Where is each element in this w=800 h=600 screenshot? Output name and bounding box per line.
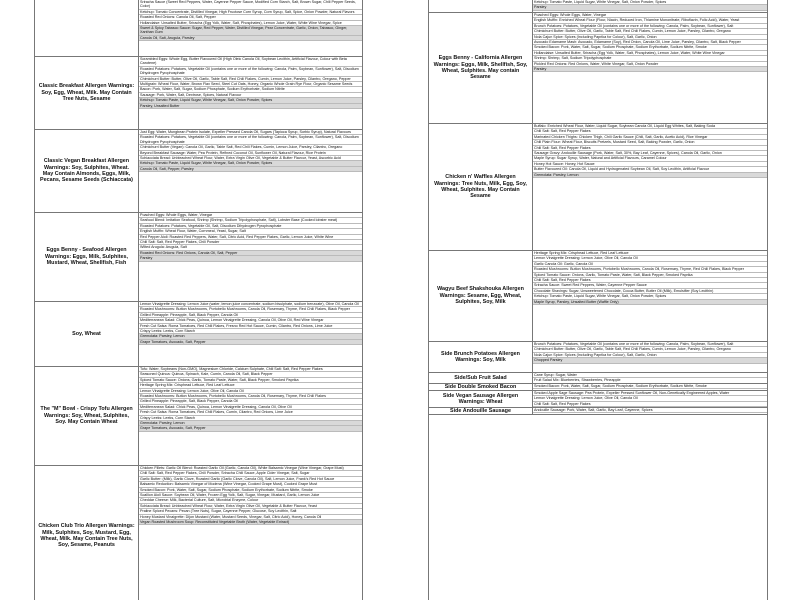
ingredients-list [139,0,362,56]
ingredient-line: Just Egg: Water, Mungbean Protein Isolate, Expeller Pressed Canola Oil, Sugars (Tapioca Syrup, Sorbic Syrup), Natural Flavours [139,130,362,135]
ingredient-line: Brunch Potatoes: Potatoes, Vegetable Oil (contains one or more of the following: Canola, Palm, Soybean, Sunflower), Salt [533,342,767,347]
left-column [34,0,363,600]
menu-item-name: Side Brunch Potatoes Allergen Warnings: Soy, Milk [429,342,533,372]
ingredient-line: Vegan Roasted Mushroom Soup: Reconstituted Vegetable Broth (Water, Vegetable Extract) [139,520,362,525]
ingredients-list [533,408,767,414]
ingredient-line: Smoked Bacon: Pork, Water, Salt, Sugar, Sodium Phosphate, Sodium Erythorbate, Sodium Nitrite, Smoke [533,384,767,389]
ingredient-line: Sriracha Sauce: Sweet Red Peppers, Water, Cayenne Pepper Sauce [533,283,767,288]
menu-item-row [35,213,362,302]
menu-item-row [35,466,362,600]
ingredient-line: Chimichurri Butter: Butter, Olive Oil, Garlic, Table Salt, Red Chili Flakes, Cumin, Lemon Juice, Parsley, Cilantro, Oregano, Pepper [139,77,362,82]
ingredient-line: Parsley [533,5,767,10]
ingredient-line: Spiced Tomato Sauce: Onions, Garlic, Tomato Paste, Water, Salt, Black Pepper, Smoked Paprika [533,273,767,278]
ingredient-line: Parsley, Unsalted Butter [139,104,362,109]
ingredient-line: Cane Syrup: Sugar, Water [533,373,767,378]
ingredient-line: Chili Salt: Salt, Red Pepper Flakes, Chili Powder [139,240,362,245]
ingredient-line: Garlic Butter: (Milk), Garlic Clove, Roasted Garlic (Garlic Clove, Canola Oil), Salt, Lemon Juice, Frank's Red Hot Sauce [139,477,362,482]
ingredient-line: Roasted Potatoes: Potatoes, Vegetable Oil (contains one or more of the following: Canola, Palm, Soybean, Sunflower), Salt, Disodium Dihydrogen Pyrophosphate [139,135,362,145]
menu-item-row [429,0,767,13]
ingredients-list [533,384,767,390]
ingredients-list [139,466,362,600]
ingredients-list [533,124,767,250]
ingredient-line: Roasted Mushrooms: Button Mushrooms, Portobello Mushrooms, Canola Oil, Rosemary, Thyme, Red Chili Flakes, Black Pepper [533,267,767,272]
ingredient-line: Chili Salt: Salt, Red Pepper Flakes [533,278,767,283]
ingredient-line: Fresh Cut Salsa: Roma Tomatoes, Red Chili Flakes, Cumin, Cilantro, Red Onions, Lime Juice [139,410,362,415]
menu-item-name: Eggs Benny - Seafood Allergen Warnings: Eggs, Milk, Sulphites, Mustard, Wheat, Shellfish, Fish [35,213,139,301]
menu-item-name: Side Double Smoked Bacon [429,384,533,390]
ingredient-line: Hollandaise: Unsalted Butter, Sriracha (Egg Yolk, Water, Salt, Phosphates), Lemon Juice, Water, White Wine Vinegar, Spice [139,21,362,26]
ingredient-line: Balsamic Reduction: Balsamic Vinegar of Modena (Wine Vinegar, Cooked Grape Must), Cooked Grape Must [139,482,362,487]
menu-item-row [35,302,362,367]
menu-item-row [429,124,767,251]
ingredient-line: Nola Cajun Spice: Spices (Including Paprika for Colour), Salt, Garlic, Onion [533,35,767,40]
ingredient-line: Canola Oil, Salt, Pepper, Parsley [139,167,362,172]
menu-item-name: The "M" Bowl - Crispy Tofu Allergen Warnings: Soy, Wheat, Sulphites, Soy. May Contain Wheat [35,367,139,465]
menu-item-name: Eggs Benny - California Allergen Warnings: Eggs, Milk, Shellfish, Soy, Wheat, Sulphites. May contain Sesame [429,13,533,123]
ingredients-list [139,57,362,129]
menu-item-name [35,0,139,56]
ingredient-line: Ketchup: Tomato Concentrate, Distilled Vinegar, High Fructose Corn Syrup, Corn Syrup, Salt, Spice, Onion Powder, Natural Flavors [139,10,362,15]
ingredient-line: Bacon: Pork, Water, Salt, Sugar, Sodium Phosphate, Sodium Erythorbate, Sodium Nitrite [139,87,362,92]
ingredient-line: Chili Plain Flour: Wheat Flour, Biscuits Pretzels, Mustard Seed, Salt, Baking Powder, Garlic, Onion [533,140,767,145]
ingredient-line: Gremolata: Parsley, Lemon [139,334,362,339]
ingredient-line: Schiacciata Bread: Unbleached Wheat Flour, Water, Extra Virgin Olive Oil, Vegetable & Butter Flavour, Yeast [139,504,362,509]
ingredient-line: Roasted Red Onions: Canola Oil, Salt, Pepper [139,15,362,20]
ingredients-list [139,302,362,366]
ingredient-line: Honey Mustard Vinaigrette: Dijon Mustard (Water, Mustard Seeds, Vinegar, Salt, Citric Acid), Honey, Canola Oil [139,515,362,520]
ingredients-list [139,213,362,301]
ingredient-line: Ketchup: Tomato Paste, Liquid Sugar, White Vinegar, Salt, Onion Powder, Spices [139,98,362,103]
menu-item-row [35,367,362,466]
ingredient-line: Mediterranean Salad: Chick Peas, Quinoa, Lemon Vinaigrette Dressing, Canola Oil, Olive Oil, Red Wine Vinegar [139,318,362,323]
menu-item-row [35,130,362,213]
ingredient-line: Honey Hot Sauce: Honey, Hot Sauce [533,162,767,167]
ingredient-line: Sausage Gravy: Andouille Sausage (Pork, Water, Salt, 30%, Bay Leaf, Cayenne, Spices), Canola Oil, Garlic, Onion [533,151,767,156]
right-column [428,0,768,600]
ingredients-list [533,251,767,341]
ingredient-line: Crispy Leeks: Leeks, Corn Starch [139,329,362,334]
ingredient-line: Ketchup: Tomato Paste, Liquid Sugar, White Vinegar, Salt, Onion Powder, Spices [533,294,767,299]
ingredient-line: Wilted Arugula: Arugula, Salt [139,245,362,250]
menu-item-row [429,373,767,384]
ingredient-line: Pickled Red Onions: Red Onions, Water, White Vinegar, Salt, Onion Powder [533,62,767,67]
ingredient-line: Chili Salt: Salt, Red Pepper Flakes, Chili Powder, Sriracha Chili Sauce, Apple Cider Vinegar, Salt, Sugar [139,471,362,476]
menu-item-row [35,0,362,57]
menu-item-name: Classic Breakfast Allergen Warnings: Soy, Egg, Wheat, Milk. May Contain Tree Nuts, Sesame [35,57,139,129]
menu-item-row [429,13,767,124]
menu-item-name: Side/Sub Fruit Salad [429,373,533,383]
ingredient-line: Roasted Mushrooms: Button Mushrooms, Portobello Mushrooms, Canola Oil, Rosemary, Thyme, Red Chili Flakes, Black Pepper [139,307,362,312]
ingredient-line: Maple Syrup, Parsley, Unsalted Butter (Waffle Only) [533,300,767,305]
ingredients-list [533,373,767,383]
ingredient-line: Chili Salt: Salt, Red Pepper Flakes [533,146,767,151]
ingredient-line: Grilled Pineapple: Pineapple, Salt, Black Pepper, Canola Oil [139,313,362,318]
ingredient-line: Tofu: Water, Soybeans (Non-GMO), Magnesium Chloride, Calcium Sulphate, Chili Salt: Salt, Red Pepper Flakes [139,367,362,372]
ingredient-line: Roasted Red Onions: Red Onions, Canola Oil, Salt, Pepper [139,251,362,256]
menu-item-name: Classic Vegan Breakfast Allergen Warnings: Soy, Sulphites, Wheat. May Contain Almonds, Eggs, Milk, Pecans, Sesame Seeds (Schiaccata) [35,130,139,212]
menu-item-row [429,384,767,391]
ingredient-line: Sausage: Pork, Water, Salt, Dextrose, Spices, Natural Flavour [139,93,362,98]
ingredient-line: Chimichurri Butter: Butter, Olive Oil, Garlic, Table Salt, Red Chili Flakes, Cumin, Lemon Juice, Parsley, Cilantro, Oregano [533,347,767,352]
ingredient-line: Parsley [139,256,362,261]
ingredient-line: Smoked Bacon: Pork, Water, Salt, Sugar, Sodium Phosphate, Sodium Erythorbate, Sodium Nitrite, Smoke [533,45,767,50]
menu-item-name: Side Vegan Sausage Allergen Warnings: Wheat [429,391,533,407]
ingredient-line: Chimichurri Butter: Butter, Olive Oil, Garlic, Table Salt, Red Chili Flakes, Cumin, Lemon Juice, Parsley, Cilantro, Oregano [533,29,767,34]
ingredient-line: Maple Syrup: Sugar Syrup, Water, Natural and Artificial Flavours, Caramel Colour [533,156,767,161]
ingredient-line: Heritage Spring Mix: Crisphead Lettuce, Red Leaf Lettuce [139,383,362,388]
ingredient-line: Nola Cajun Spice: Spices (Including Paprika for Colour), Salt, Garlic, Onion [533,353,767,358]
ingredient-line: Chopped Parsley [533,358,767,363]
menu-item-row [429,251,767,342]
ingredient-line: Buffalo: Enriched Wheat Flour, Water, Liquid Sugar, Soybean Canola Oil, Liquid Egg Whites, Salt, Baking Soda [533,124,767,129]
menu-item-name [429,0,533,12]
ingredient-line: English Muffin: Enriched Wheat Flour (Flour, Niacin, Reduced Iron, Thiamine Mononitrate, Riboflavin, Folic Acid), Water, Yeast [533,18,767,23]
ingredient-line: Seasoned Quinoa: Quinoa, Spinach, Kale, Cumin, Canola Oil, Salt, Black Pepper [139,372,362,377]
ingredient-line: Roasted Mushrooms: Button Mushrooms, Portobello Mushrooms, Canola Oil, Rosemary, Thyme, Red Chili Flakes [139,394,362,399]
ingredient-line: Hollandaise: Unsalted Butter, Sriracha (Egg Yolk, Water, Salt, Phosphates), Lemon Juice, Water, White Wine Vinegar [533,51,767,56]
ingredient-line: Ketchup: Tomato Paste, Liquid Sugar, White Vinegar, Salt, Onion Powder, Spices [139,161,362,166]
ingredient-line: Andouille Sausage: Pork, Water, Salt, Garlic, Bay Leaf, Cayenne, Spices [533,408,767,413]
ingredient-line: Mediterranean Salad: Chick Peas, Quinoa, Lemon Vinaigrette Dressing, Canola Oil, Olive Oil [139,405,362,410]
ingredient-line: Lemon Vinaigrette Dressing: Lemon Juice, Olive Oil, Canola Oil [533,256,767,261]
ingredient-line: Garlic Canola Oil: Garlic, Canola Oil [533,262,767,267]
ingredient-line: Parsley [533,67,767,72]
menu-item-row [429,342,767,373]
ingredients-list [533,342,767,372]
ingredient-line: Beyond Breakfast Sausage: Water, Pea Protein, Refined Coconut Oil, Sunflower Oil, Natural Flavour, Rice Protein [139,151,362,156]
ingredient-line: Chicken Fillets: Garlic Oil Blend: Roasted Garlic Oil (Garlic, Canola Oil), White Balsamic Vinegar (Wine Vinegar, Grape Must) [139,466,362,471]
ingredient-line: Avocado Edamame Mash: Avocado, Edamame (Soy), Red Onion, Canola Oil, Lime Juice, Parsley, Cilantro, Salt, Black Pepper [533,40,767,45]
menu-item-name: Soy, Wheat [35,302,139,366]
ingredients-list [533,391,767,407]
ingredient-line: Fruit Salad Mix: Blueberries, Strawberries, Pineapple [533,378,767,383]
ingredient-line: Crispy Leeks: Leeks, Corn Starch [139,416,362,421]
ingredients-list [533,0,767,12]
menu-item-row [429,391,767,408]
ingredient-line: Schiacciata Bread: Unbleached Wheat Flour, Water, Extra Virgin Olive Oil, Vegetable & Butter Flavour, Yeast, Ascorbic Acid [139,156,362,161]
ingredient-line: Chili Salt: Salt, Red Pepper Flakes [533,129,767,134]
menu-item-name: Side Andouille Sausage [429,408,533,414]
ingredient-line: Brunch Potatoes: Potatoes, Vegetable Oil (contains one or more of the following: Canola, Palm, Soybean, Sunflower), Salt [533,24,767,29]
menu-item-row [429,408,767,415]
ingredients-list [533,13,767,123]
ingredient-line: Spiced Tomato Sauce: Onions, Garlic, Tomato Paste, Water, Salt, Black Pepper, Smoked Paprika [139,378,362,383]
menu-item-name: Chicken Club Trio Allergen Warnings: Milk, Sulphites, Soy, Mustard, Egg, Wheat, Milk. May Contain Tree Nuts, Soy, Sesame, Peanuts [35,466,139,600]
ingredient-line: Praline Spiced Pecans: Pecan (Tree Nuts), Sugar, Cayenne Pepper, Glucose, Soy Lecithin, Salt [139,509,362,514]
menu-item-name: Chicken n' Waffles Allergen Warnings: Tree Nuts, Milk, Egg, Soy, Wheat, Sulphites. May Contain Sesame [429,124,533,250]
ingredient-line: Roasted Potatoes: Potatoes, Vegetable Oil (contains one or more of the following: Canola, Palm, Soybean, Sunflower), Salt, Disodium Dihydrogen Pyrophosphate [139,67,362,77]
ingredient-line: Poached Eggs: Whole Eggs, Water, Vinegar [533,13,767,18]
ingredient-line: Gremolata: Parsley, Lemon [533,173,767,178]
ingredient-line: Sriracha Sauce (Sweet Red Peppers, Water, Cayenne Pepper Sauce, Modified Corn Starch, Salt, Brown Sugar, Chili Pepper Seeds, Color) [139,0,362,10]
ingredient-line: Smoked Bacon: Pork, Water, Salt, Sugar, Sodium Phosphate, Sodium Erythorbate, Sodium Nitrite, Smoke [139,488,362,493]
ingredient-line: Heritage Spring Mix: Crisphead Lettuce, Red Leaf Lettuce [533,251,767,256]
ingredient-line: Ketchup: Tomato Paste, Liquid Sugar, White Vinegar, Salt, Onion Powder, Spices [533,0,767,5]
ingredient-line: Scrambled Eggs: Whole Egg, Butter Flavoured Oil (High Oleic Canola Oil, Soybean Lecithin, Artificial Flavour, Colour with Beta Carotene) [139,57,362,67]
ingredient-line: Gremolata: Parsley, Lemon [139,421,362,426]
ingredient-line: Grape Tomatoes, Avocado, Salt, Pepper [139,426,362,431]
ingredient-line: Lemon Vinaigrette Dressing: Lemon Juice, Olive Oil, Canola Oil [533,396,767,401]
ingredient-line: Red Pepper Aioli: Roasted Red Peppers, Water, Salt, Citric Acid, Red Pepper Flakes, Garlic, Lemon Juice, White Wine [139,235,362,240]
ingredient-line: English Muffin: Wheat Flour, Water, Cornmeal, Yeast, Sugar, Salt [139,229,362,234]
ingredient-line: Seafood Blend: Imitation Seafood, Shrimp (Shrimp, Sodium Tripolyphosphate, Salt), Lobster Base (Cooked lobster meat) [139,218,362,223]
ingredient-line: Cheddar Cheese: Milk, Bacterial Culture, Salt, Microbial Enzyme, Colour [139,498,362,503]
ingredient-line: Fresh Cut Salsa: Roma Tomatoes, Red Chili Flakes, Fresno Red Hot Sauce, Cumin, Cilantro, Red Onions, Lime Juice [139,324,362,329]
ingredient-line: Lemon Vinaigrette Dressing: Lemon Juice, Olive Oil, Canola Oil [139,389,362,394]
ingredient-line: Grilled Pineapple: Pineapple, Salt, Black Pepper, Canola Oil [139,399,362,404]
ingredient-line: Marinated Chicken Thighs: Chicken Thigh, Chili Garlic Sauce (Chili, Salt, Garlic, Acetic Acid), Rice Vinegar [533,135,767,140]
ingredient-line: Smoked Apple Sage Sausage: Pea Protein, Expeller Pressed Sunflower Oil, Non-Genetically Engineered Apples, Water [533,391,767,396]
ingredient-line: Shrimp: Shrimp, Salt, Sodium Tripolyphosphate [533,56,767,61]
ingredient-line: Butter Flavoured Oil: Canola Oil, Liquid and Hydrogenated Soybean Oil, Salt, Soy Lecithin, Artificial Flavour [533,167,767,172]
ingredient-line: Multigrain: Wheat Flour, Water, Brown Flax Seed, Steel Cut Oats, Honey, Organic Whole Grain Rye Flour, Organic Sesame Seeds [139,82,362,87]
ingredient-line: Grape Tomatoes, Avocado, Salt, Pepper [139,340,362,345]
menu-item-name: Wagyu Beef Shakshouka Allergen Warnings: Sesame, Egg, Wheat, Sulphites, Soy, Milk [429,251,533,341]
ingredient-line: Chocolate Shavings: Sugar, Unsweetened Chocolate, Cocoa Butter, Butter Oil (Milk), Emulsifier (Soy Lecithin) [533,289,767,294]
ingredient-line: Sweet & Spicy Tabasco Sauce: Sugar, Red Pepper, Water, Distilled Vinegar, Pear Concentrate, Garlic, Onion, Tabasco, Ginger, Xanthan Gum [139,26,362,36]
ingredient-line: Chili Salt: Salt, Red Pepper Flakes [533,402,767,407]
ingredient-line: Chimichurri Butter (Vegan): Canola Oil, Garlic, Table Salt, Red Chili Flakes, Cumin, Lemon Juice, Parsley, Cilantro, Oregano [139,145,362,150]
ingredient-line: Lemon Vinaigrette Dressing: Lemon Juice (water, lemon juice concentrate, sodium bisulphate, sodium benzoate), Olive Oil, Canola Oil [139,302,362,307]
ingredients-list [139,130,362,212]
ingredient-line: Roasted Potatoes: Potatoes, Vegetable Oil, Salt, Disodium Dihydrogen Pyrophosphate [139,224,362,229]
ingredient-line: Canola Oil, Salt, Arugula, Parsley [139,36,362,41]
ingredient-line: Scallion Aioli Sauce: Soybean Oil, Water, Frozen Egg Yolk, Salt, Sugar, Vinegar, Mustard, Garlic, Lemon Juice [139,493,362,498]
ingredients-list [139,367,362,465]
ingredient-line: Poached Eggs: Whole Eggs, Water, Vinegar [139,213,362,218]
menu-item-row [35,57,362,130]
